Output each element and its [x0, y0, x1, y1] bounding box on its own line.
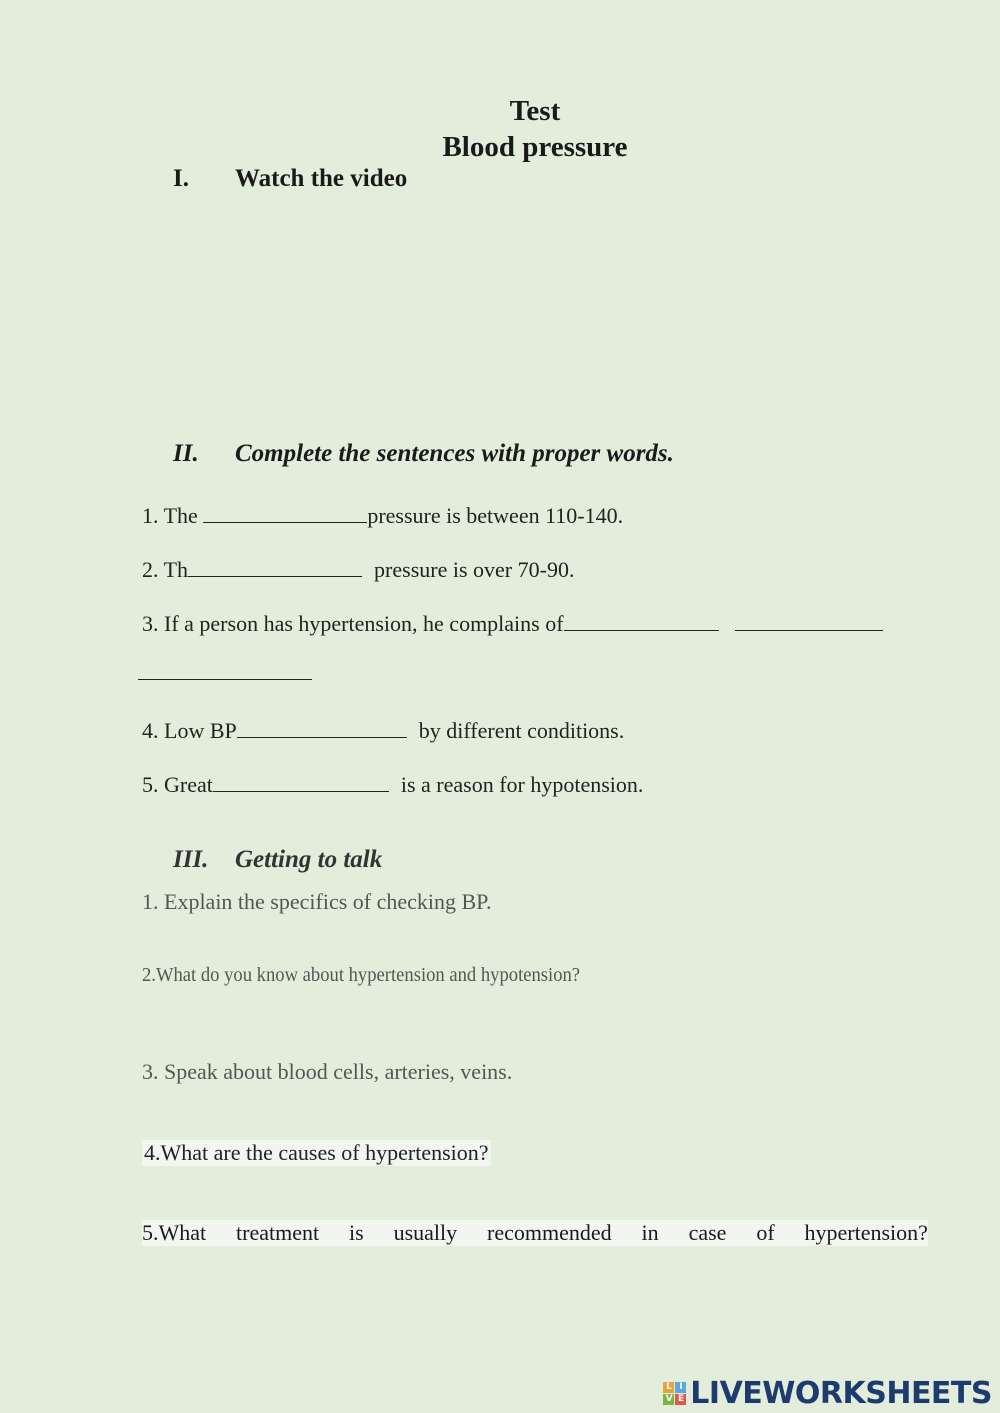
logo-mark-letter: I [675, 1382, 686, 1393]
q5-word: treatment [236, 1220, 320, 1245]
sentence-1 [142, 503, 623, 529]
question-2: 2.What do you know about hypertension and hypotension? [142, 964, 581, 986]
sentence-5-end: is a reason for hypotension. [400, 772, 644, 797]
sentence-5-blank[interactable] [213, 773, 389, 792]
sentence-1-end: pressure is between 110-140. [367, 503, 624, 528]
section-3-number: III. [173, 846, 209, 873]
section-3-heading [173, 846, 382, 874]
section-1-heading [173, 165, 407, 193]
sentence-1-start: 1. The [142, 503, 204, 528]
sentence-5 [142, 772, 643, 798]
logo-text: LIVEWORKSHEETS [690, 1376, 992, 1411]
q5-word: is [349, 1220, 364, 1245]
sentence-3-continued [138, 660, 312, 686]
question-5 [142, 1220, 928, 1246]
sentence-3-blank-3[interactable] [138, 661, 312, 680]
logo-mark-icon [663, 1382, 686, 1405]
sentence-2-start: 2. Th [142, 557, 189, 582]
liveworksheets-logo[interactable] [663, 1376, 992, 1411]
test-title: Test [509, 95, 561, 127]
sentence-2 [142, 557, 574, 583]
sentence-3 [142, 611, 883, 637]
sentence-4-end: by different conditions. [418, 718, 625, 743]
section-2-number: II. [173, 440, 199, 467]
sentence-1-blank[interactable] [203, 504, 367, 523]
q5-word: recommended [487, 1220, 612, 1245]
question-1: 1. Explain the specifics of checking BP. [142, 889, 492, 914]
section-2-title: Complete the sentences with proper words. [235, 440, 674, 467]
sentence-4 [142, 718, 624, 744]
sentence-4-start: 4. Low BP [142, 718, 237, 743]
q5-word: of [756, 1220, 775, 1245]
section-2-heading [173, 440, 674, 468]
q5-word: hypertension? [804, 1220, 928, 1245]
section-3-title: Getting to talk [235, 846, 383, 873]
sentence-2-end: pressure is over 70-90. [374, 557, 575, 582]
logo-mark-letter: V [663, 1394, 674, 1405]
sentence-3-blank-2[interactable] [735, 612, 883, 631]
section-1-number: I. [173, 165, 189, 192]
question-3: 3. Speak about blood cells, arteries, veins. [142, 1059, 513, 1084]
question-4: 4.What are the causes of hypertension? [144, 1140, 489, 1165]
section-1-title: Watch the video [235, 165, 408, 192]
q5-word: 5.What [142, 1220, 207, 1245]
sentence-3-start: 3. If a person has hypertension, he complains of [142, 611, 564, 636]
logo-mark-letter: E [675, 1394, 686, 1405]
sentence-3-blank-1[interactable] [564, 612, 719, 631]
q5-word: in [641, 1220, 659, 1245]
q5-word: case [688, 1220, 727, 1245]
q5-word: usually [393, 1220, 458, 1245]
sentence-2-blank[interactable] [188, 558, 362, 577]
logo-mark-letter: L [663, 1382, 674, 1393]
sentence-4-blank[interactable] [237, 719, 407, 738]
sentence-5-start: 5. Great [142, 772, 213, 797]
page-title: Blood pressure [442, 131, 628, 163]
